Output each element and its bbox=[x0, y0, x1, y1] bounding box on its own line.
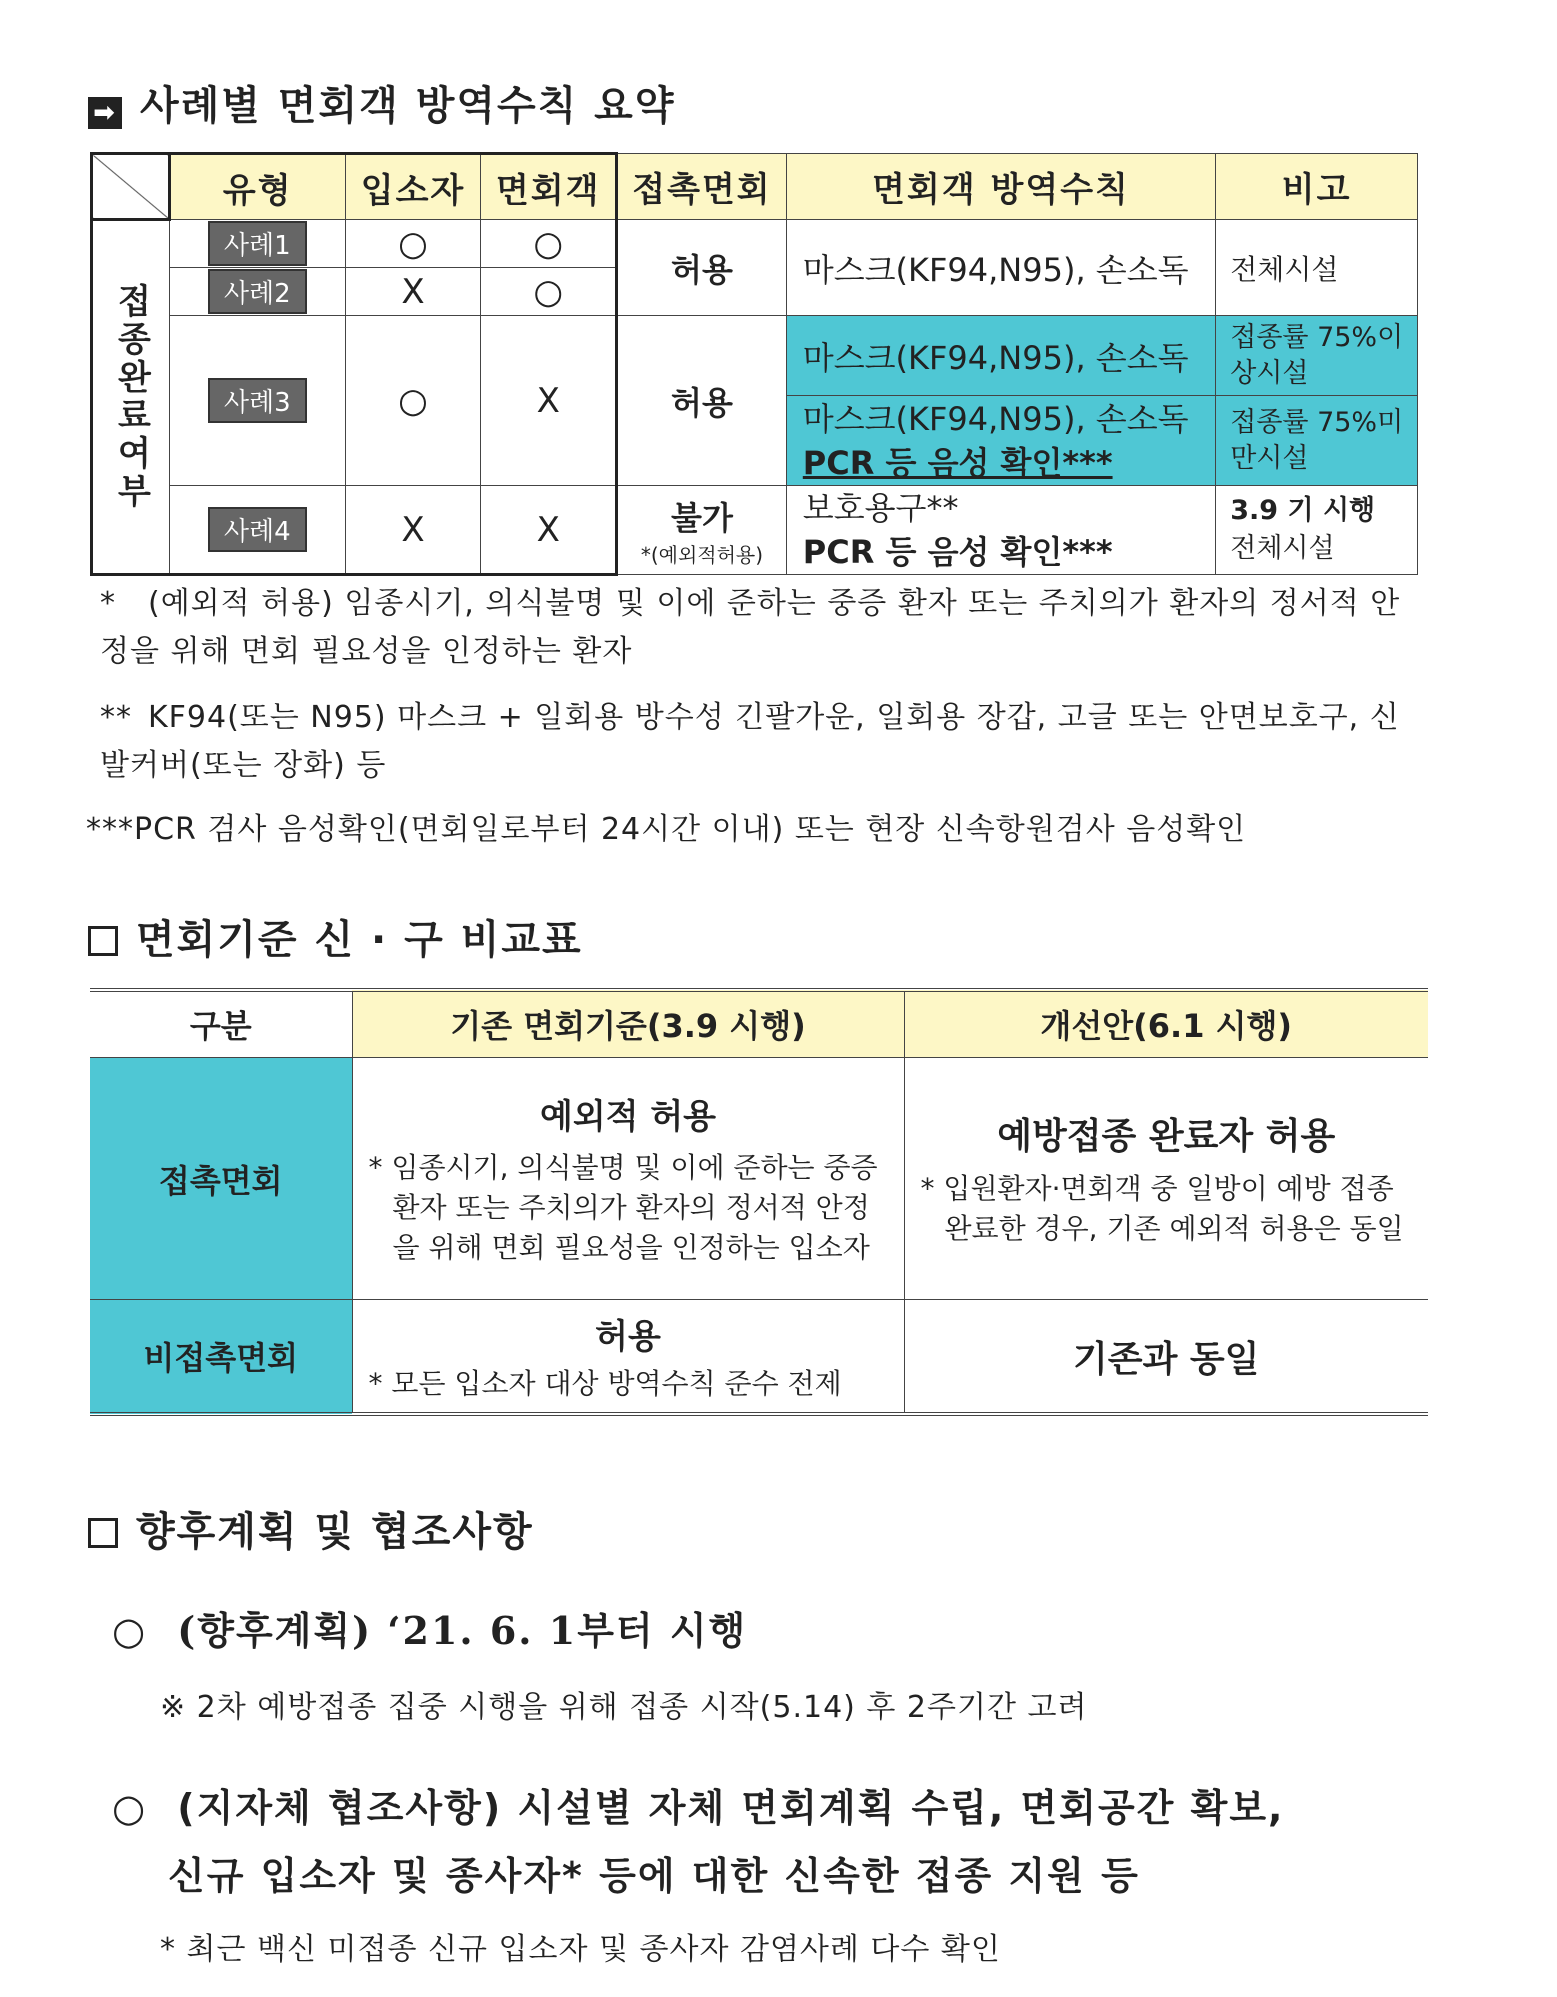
header-remarks: 비고 bbox=[1216, 154, 1418, 220]
case4-cell bbox=[169, 486, 345, 575]
cmp-row-noncontact-label: 비접촉면회 bbox=[90, 1300, 352, 1414]
case4-visitor: X bbox=[481, 486, 617, 575]
case1-cell bbox=[169, 220, 345, 268]
case-tag: 사례3 bbox=[208, 378, 307, 423]
case3-resident: ○ bbox=[345, 316, 481, 486]
header-resident: 입소자 bbox=[345, 154, 481, 220]
cmp-row-contact-old: 예외적 허용 * 임종시기, 의식불명 및 이에 준하는 중증 환자 또는 주치의가 환자의 정서적 안정을 위해 면회 필요성을 인정하는 입소자 bbox=[352, 1057, 904, 1300]
case-tag: 사례2 bbox=[208, 269, 307, 314]
footnote-3: ***PCR 검사 음성확인(면회일로부터 24시간 이내) 또는 현장 신속항원검사 음성확인 bbox=[86, 812, 1247, 847]
case3b-remark: 접종률 75%미만시설 bbox=[1216, 396, 1418, 486]
header-type: 유형 bbox=[169, 154, 345, 220]
cmp-header-category: 구분 bbox=[90, 990, 352, 1057]
header-visitor-rules: 면회객 방역수칙 bbox=[786, 154, 1215, 220]
case12-contact: 허용 bbox=[617, 220, 787, 316]
case4-resident: X bbox=[345, 486, 481, 575]
section1-title: ➡ 사례별 면회객 방역수칙 요약 bbox=[88, 74, 675, 131]
case3-visitor: X bbox=[481, 316, 617, 486]
case3-contact: 허용 bbox=[617, 316, 787, 486]
cmp-row-noncontact-old: 허용 * 모든 입소자 대상 방역수칙 준수 전제 bbox=[352, 1300, 904, 1414]
square-bullet-icon bbox=[88, 1518, 118, 1548]
arrow-box-icon: ➡ bbox=[88, 97, 122, 129]
case12-remark: 전체시설 bbox=[1216, 220, 1418, 316]
case1-resident: ○ bbox=[345, 220, 481, 268]
case12-rule: 마스크(KF94,N95), 손소독 bbox=[786, 220, 1215, 316]
header-visitor: 면회객 bbox=[481, 154, 617, 220]
case1-visitor: ○ bbox=[481, 220, 617, 268]
case3a-remark: 접종률 75%이상시설 bbox=[1216, 316, 1418, 396]
case4-rule: 보호용구** PCR 등 음성 확인*** bbox=[786, 486, 1215, 575]
diagonal-corner-cell bbox=[92, 154, 170, 220]
footnote-2: ** KF94(또는 N95) 마스크 + 일회용 방수성 긴팔가운, 일회용 장갑, 고글 또는 안면보호구, 신발커버(또는 장화) 등 bbox=[100, 700, 1400, 783]
cmp-row-contact-new: 예방접종 완료자 허용 * 입원환자·면회객 중 일방이 예방 접종 완료한 경우, 기존 예외적 허용은 동일 bbox=[904, 1057, 1428, 1300]
section2-title: 면회기준 신 · 구 비교표 bbox=[88, 908, 583, 965]
cmp-row-noncontact-new: 기존과 동일 bbox=[904, 1300, 1428, 1414]
case2-resident: X bbox=[345, 268, 481, 316]
header-contact-visit: 접촉면회 bbox=[617, 154, 787, 220]
cmp-header-new: 개선안(6.1 시행) bbox=[904, 990, 1428, 1057]
cooperation-subnote: * 최근 백신 미접종 신규 입소자 및 종사자 감염사례 다수 확인 bbox=[160, 1932, 1001, 1967]
case-tag: 사례4 bbox=[208, 507, 307, 552]
vaccination-status-label: 접종완료여부 bbox=[92, 220, 170, 575]
cooperation-item: ○ (지자체 협조사항) 시설별 자체 면회계획 수립, 면회공간 확보, 신규 입소자 및 종사자* 등에 대한 신속한 접종 지원 등 bbox=[112, 1786, 1285, 1898]
case4-remark: 3.9 기 시행 전체시설 bbox=[1216, 486, 1418, 575]
plan-item: ○ (향후계획) ‘21. 6. 1부터 시행 bbox=[112, 1608, 748, 1653]
footnote-1: * (예외적 허용) 임종시기, 의식불명 및 이에 준하는 중증 환자 또는 주치의가 환자의 정서적 안정을 위해 면회 필요성을 인정하는 환자 bbox=[100, 586, 1401, 669]
case3b-rule: 마스크(KF94,N95), 손소독 PCR 등 음성 확인*** bbox=[786, 396, 1215, 486]
cmp-header-old: 기존 면회기준(3.9 시행) bbox=[352, 990, 904, 1057]
square-bullet-icon bbox=[88, 926, 118, 956]
plan-subnote: ※ 2차 예방접종 집중 시행을 위해 접종 시작(5.14) 후 2주기간 고려 bbox=[160, 1690, 1088, 1725]
cmp-row-contact-label: 접촉면회 bbox=[90, 1057, 352, 1300]
case2-cell bbox=[169, 268, 345, 316]
case-tag: 사례1 bbox=[208, 221, 307, 266]
case3a-rule: 마스크(KF94,N95), 손소독 bbox=[786, 316, 1215, 396]
case4-contact: 불가 *(예외적허용) bbox=[617, 486, 787, 575]
comparison-table bbox=[90, 988, 1428, 1416]
case3-cell bbox=[169, 316, 345, 486]
summary-table bbox=[90, 152, 1418, 576]
case2-visitor: ○ bbox=[481, 268, 617, 316]
section3-title: 향후계획 및 협조사항 bbox=[88, 1500, 534, 1557]
